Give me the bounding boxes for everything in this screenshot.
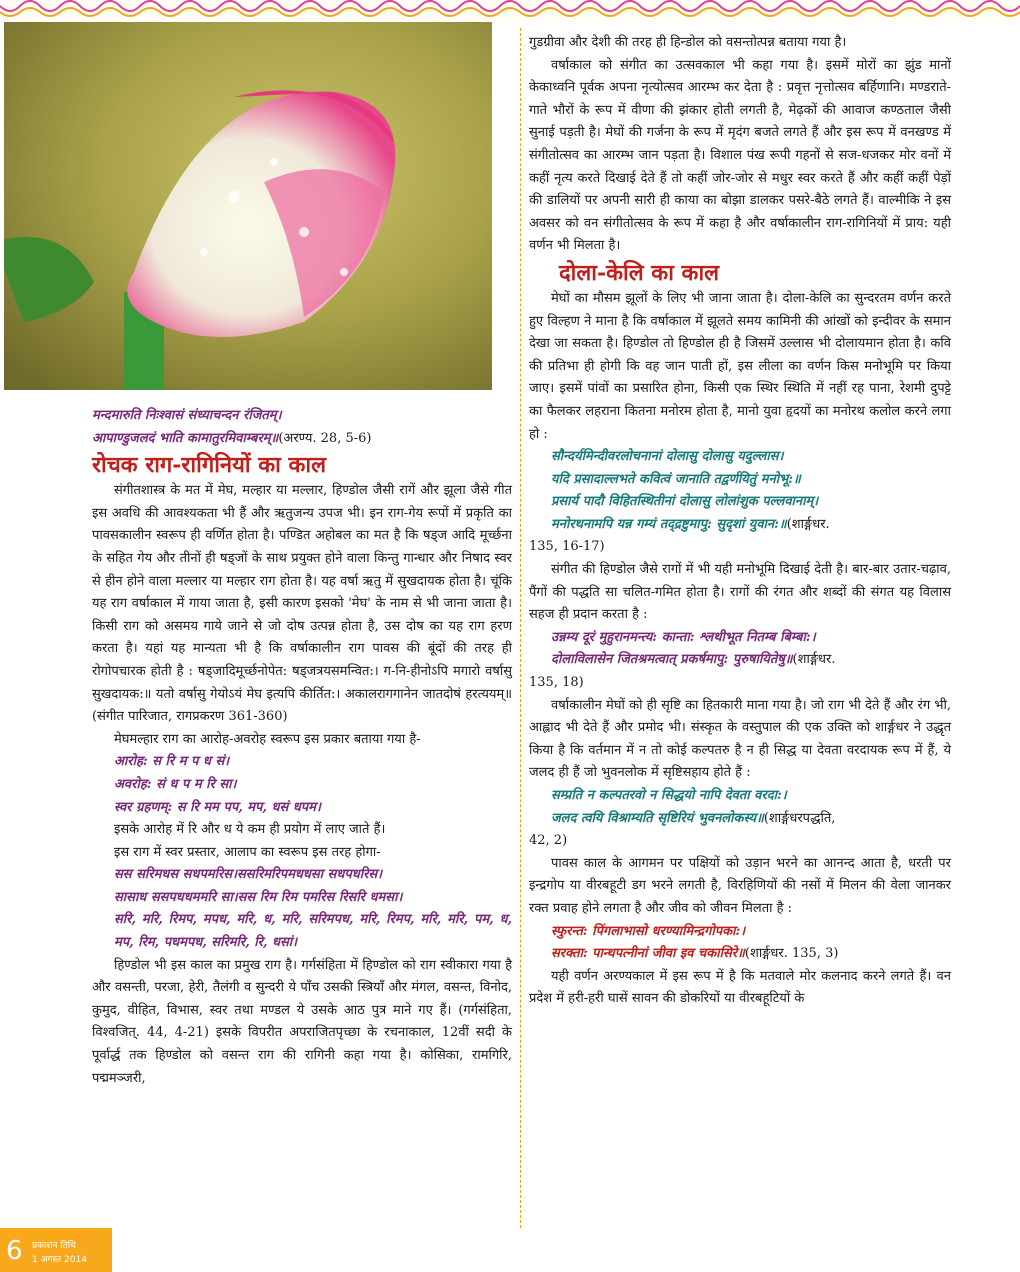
avroh-line: अवरोह: सं ध प म रि सा। — [114, 776, 237, 792]
verse-reference: 135, 18) — [529, 675, 584, 691]
paragraph: मेघमल्हार राग का आरोह-अवरोह स्वरूप इस प्रकार बताया गया है- — [114, 731, 421, 747]
verse-line: सम्प्रति न कल्पतरवो न सिद्धयो नापि देवता वरदा:। — [551, 788, 787, 803]
verse-line: सरक्ता: पान्थपत्नीनां जीवा इव चकासिरे॥(शार्ङ्गधर. 135, 3) — [551, 946, 839, 962]
publication-label: प्रकाशन तिथि — [32, 1241, 76, 1251]
paragraph: हिण्डोल भी इस काल का प्रमुख राग है। गर्गसंहिता में हिण्डोल को राग स्वीकारा गया है और वसन्ती, परजा, हेरी, तैलंगी व सुन्दरी ये पाँच उसकी स्त्रियाँ और मंगल, वसन्त, विनोद, कुमुद, वीहित, विभास, स्वर तथा मण्डल ये उसके आठ पुत्र माने गए हैं। (गर्गसंहिता, विश्वजित्. 44, 4-21) इसके विपरीत अपराजितपृच्छा के रचनाकाल, 12वीं सदी के पूर्वार्द्ध तक हिण्डोल को वसन्त राग की रागिनी कहा गया है। कोसिका, रामगिरि, पद्ममञ्जरी, — [92, 957, 512, 1086]
paragraph: संगीतशास्त्र के मत में मेघ, मल्हार या मल्लार, हिण्डोल जैसी रागें और झूला जैसे गीत इस अवधि की आवश्यकता भी हैं और ऋतुजन्य उपज भी। इन राग-गेय रूपों में प्रकृति का पावसकालीन स्वरूप ही वर्णित होता है। पण्डित अहोबल का मत है कि षड्ज आदि मूर्च्छना के सहित गेय और तीनों ही षड्जों के साथ प्रयुक्त होने वाला किन्तु गान्धार और निषाद स्वर से हीन होने वाला मल्लार या मल्हार राग होता है। यह वर्षा ऋतु में सुखदायक होता है। चूंकि यह राग वर्षाकाल में गाया जाता है, इसी कारण इसको 'मेघ' के नाम से भी जाना जाता है। किसी राग को असमय गाये जाने से जो दोष उत्पन्न होता है, उस दोष का यह राग हरण करता है। यहां यह मान्यता भी है कि वर्षाकालीन राग पावस की बूंदों की तरह ही रोगोपचारक होती है : षड्जादिमूर्च्छनोपेत: षड्जत्रयसमन्वित:। ग-नि-हीनोऽपि मगारो वर्षासु सुखदायक:॥ यतो वर्षासु गेयोऽयं मेघ इत्यपि कीर्तित:। अकालरागगानेन जातदोषं हरत्ययम्॥ (संगीत पारिजात, रागप्रकरण 361-360) — [92, 483, 512, 725]
alaap-line: सस सरिमधस सधपमरिस।ससरिमरिपमधधसा सधपधरिस। — [114, 867, 383, 883]
verse-line: जलद त्वयि विश्राम्यति सृष्टिरियं भुवनलोकस्य॥(शार्ङ्गधरपद्धति, — [551, 810, 836, 826]
alaap-line: सरि, मरि, रिमप, मपध, मरि, ध, मरि, सरिमपध, मरि, रिमप, मरि, मरि, पम, ध, मप, रिम, पधमपध, सरिमरि, रि, धसां। — [114, 912, 512, 951]
verse-line: स्फुरन्त: पिंगलाभासो धरण्यामिन्द्रगोपका:। — [551, 923, 746, 939]
verse-line: प्रसार्य पादौ विहितस्थितीनां दोलासु लोलांशुक पल्लवानाम्। — [551, 494, 819, 510]
paragraph: संगीत की हिण्डोल जैसे रागों में भी यही मनोभूमि दिखाई देती है। बार-बार उतार-चढ़ाव, पैंगों की पद्धति सा चलित-गमित होता है। रागों की रंगत और शब्दों की संगत यह विलास सहज ही प्रदान करता है : — [529, 562, 951, 623]
verse-reference: 42, 2) — [529, 833, 568, 849]
verse-line: मनोरथनामपि यन्न गम्यं तद्द्रष्टुमापु: सुदृशां युवान:॥(शार्ङ्गधर. — [551, 516, 830, 532]
paragraph: मेघों का मौसम झूलों के लिए भी जाना जाता है। दोला-केलि का सुन्दरतम वर्णन करते हुए विल्हण ने माना है कि वर्षाकाल में झूलते समय कामिनी की आंखों को इन्दीवर के समान देखा जा सकता है। हिण्डोल तो हिण्डोल ही है जिसमें उल्लास भी दोलायमान होता है। कवि की प्रतिभा ही होगी कि वह जान पाती हों, इस लीला का वर्णन किस मनोभूमि पर किया जाए। इसमें पांवों का प्रसारित होना, किसी एक स्थिर स्थिति में नहीं रह पाना, रेशमी दुपट्टे का फैलकर लहराना कितना मनोरम होता है, मानो युवा हृदयों का मनोरथ कलोल करने लगा हो : — [529, 290, 951, 442]
verse-line: यदि प्रसादाल्लभते कवित्वं जानाति तद्वर्णयितुं मनोभू:॥ — [551, 471, 801, 487]
paragraph: पावस काल के आगमन पर पक्षियों को उड़ान भरने का आनन्द आता है, धरती पर इन्द्रगोप या वीरबहूटी डग भरने लगती है, विरहिणियों की नसों में मिलन की वेला जानकर रक्त प्रवाह होने लगता है और जीव को जीवन मिलता है : — [529, 855, 951, 916]
column-divider — [520, 28, 521, 1228]
verse-reference: (शार्ङ्गधर. — [792, 652, 836, 668]
paragraph: इस राग में स्वर प्रस्तार, आलाप का स्वरूप इस तरह होगा- — [114, 844, 381, 860]
verse-line: सौन्दर्यमिन्दीवरलोचनानां दोलासु दोलासु यदुल्लास। — [551, 449, 784, 465]
svar-line: स्वर ग्रहणम्: स रि मम पप, मप, धसं धपम। — [114, 799, 321, 815]
right-column — [529, 32, 951, 1011]
publication-date: 1 अगस्त 2014 — [32, 1255, 87, 1265]
left-column — [92, 405, 512, 1090]
paragraph: इसके आरोह में रि और ध ये कम ही प्रयोग में लाए जाते हैं। — [114, 822, 386, 838]
verse-line: दोलाविलासेन जितश्रमत्वात् प्रकर्षमापु: पुरुषायितेषु॥(शार्ङ्गधर. — [551, 652, 836, 668]
paragraph: वर्षाकाल को संगीत का उत्सवकाल भी कहा गया है। इसमें मोरों का झुंड मानों केकाध्वनि पूर्वक अपना नृत्योत्सव आरम्भ कर देता है : प्रवृत्त नृत्तोत्सव बर्हिणानि। मण्डराते-गाते भौरों के रूप में वीणा की झंकार होती लगती है, मेढ़कों की आवाज कण्ठताल जैसी सुनाई पड़ती है। मेघों की गर्जना के रूप में मृदंग बजते लगते हैं और इस रूप में वनखण्ड में संगीतोत्सव का आरम्भ जान पड़ता है। विशाल पंख रूपी गहनों से सज-धजकर मोर वनों में कहीं नृत्य करते दिखाई देते हैं तो कहीं जोर-जोर से मधुर स्वर करते हैं और कहीं कहीं पेड़ों की डालियों पर अपनी सारी ही काया का बोझा डालकर पसरे-बैठे लगते हैं। वाल्मीकि ने इस अवसर को वन संगीतोत्सव के रूप में कहा है और वर्षाकालीन राग-रागिनियों में प्राय: यही वर्णन भी मिलता है। — [529, 57, 951, 254]
alaap-line: सासाध ससपधधममरि सा।सस रिम रिम पमरिस रिसरि धमसा। — [114, 889, 403, 905]
aaroh-line: आरोह: स रि म प ध सं। — [114, 754, 230, 770]
page-number: 6 — [6, 1236, 23, 1266]
verse-reference: (शार्ङ्गधर. — [786, 516, 830, 532]
verse-reference: (अरण्य. 28, 5-6) — [278, 430, 372, 446]
verse-reference: (शार्ङ्गधरपद्धति, — [763, 810, 836, 826]
section-heading: रोचक राग-रागिनियों का काल — [92, 452, 327, 479]
verse-line: मन्दमारुति निःश्वासं संध्याचन्दन रंजितम्। — [92, 408, 282, 423]
decorative-top-border — [0, 0, 1020, 22]
verse-reference: 135, 16-17) — [529, 539, 605, 555]
paragraph: वर्षाकालीन मेघों को ही सृष्टि का हितकारी माना गया है। जो राग भी देते हैं और रंग भी, आह्लाद भी देते हैं और प्रमोद भी। संस्कृत के वस्तुपाल की एक उक्ति को शार्ङ्गधर ने उद्धृत किया है कि वर्तमान में न तो कोई कल्पतरु है न ही सिद्ध या देवता वरदायक रूप में हैं, ये जलद ही हैं जो भुवनलोक में सृष्टिसहाय होते हैं : — [529, 697, 951, 781]
section-heading: दोला-केलि का काल — [559, 259, 720, 286]
verse-line: आपाण्डुजलदं भाति कामातुरमिवाम्बरम्॥(अरण्य. 28, 5-6) — [92, 430, 372, 446]
paragraph: गुडग्रीवा और देशी की तरह ही हिन्डोल को वसन्तोत्पन्न बताया गया है। — [529, 35, 847, 50]
paragraph: यही वर्णन अरण्यकाल में इस रूप में है कि मतवाले मोर कलनाद करने लगते हैं। वन प्रदेश में हरी-हरी घासें सावन की डोकरियों या वीरबहूटियों के — [529, 968, 951, 1007]
rose-bud-photo — [4, 22, 492, 390]
verse-reference: (शार्ङ्गधर. 135, 3) — [744, 946, 839, 962]
verse-line: उन्नम्य दूरं मुहुरानमन्त्य: कान्ता: श्लथीभूत नितम्ब बिम्बा:। — [551, 629, 816, 645]
